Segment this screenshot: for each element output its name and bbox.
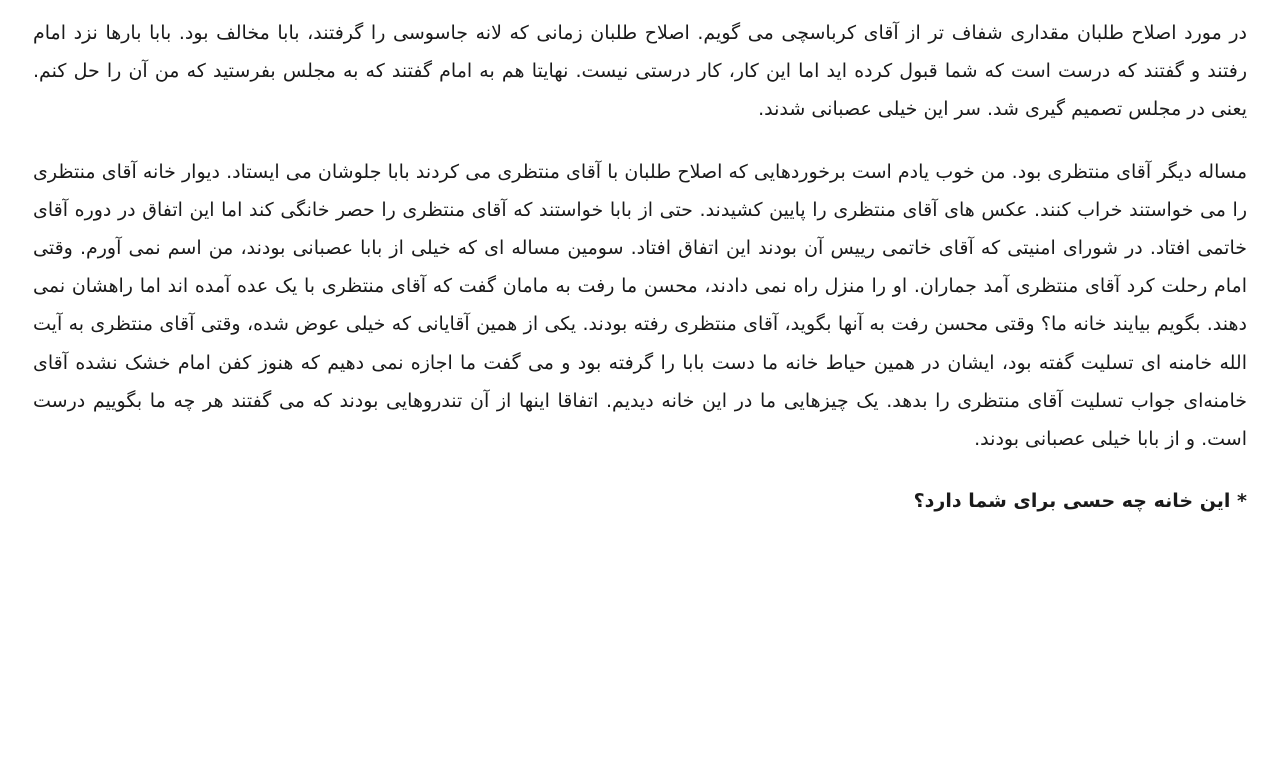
interview-question: * این خانه چه حسی برای شما دارد؟: [913, 490, 1247, 513]
article-paragraph: مساله دیگر آقای منتظری بود. من خوب یادم است برخوردهایی که اصلاح طلبان با آقای منتظری می کردند بابا جلوشان می ایستاد. دیوار خانه آقای منتظری را می خواستند خراب کنند. عکس های آقای منتظری را پایین کشیدند. حتی از بابا خواستند که آقای منتظری را حصر خانگی کند اما این اتفاق در دوره آقای خاتمی افتاد. در شورای امنیتی که آقای خاتمی رییس آن بودند این اتفاق افتاد. سومین مساله ای که خیلی از بابا عصبانی بودند، من اسم نمی آورم. وقتی امام رحلت کرد آقای منتظری آمد جماران. او را منزل راه نمی دادند، محسن ما رفت به مامان گفت که آقای منتظری با یک عده آمده اند اما راهشان نمی دهند. بگویم بیایند خانه ما؟ وقتی محسن رفت به آنها بگوید، آقای منتظری رفته بودند. یکی از همین آقایانی که خیلی عوض شده، وقتی آقای منتظری به آیت الله خامنه ای تسلیت گفته بود، ایشان در همین حیاط خانه ما دست بابا را گرفته بود و می گفت ما اجازه نمی دهیم که هنوز کفن امام خشک نشده آقای خامنه‌ای جواب تسلیت آقای منتظری را بدهد. یک چیزهایی ما در این خانه دیدیم. اتفاقا اینها از آن تندروهایی بودند که می گفتند هر چه ما بگوییم درست است. و از بابا خیلی عصبانی بودند.: [33, 160, 1247, 451]
article-body: [33, 14, 1247, 520]
article-paragraph: در مورد اصلاح طلبان مقداری شفاف تر از آقای کرباسچی می گویم. اصلاح طلبان زمانی که لانه جاسوسی را گرفتند، بابا مخالف بود. بابا بارها نزد امام رفتند و گفتند که درست است که شما قبول کرده اید اما این کار، کار درستی نیست. نهایتا هم به امام گفتند که به مجلس بفرستید که من آن را حل کنم. یعنی در مجلس تصمیم گیری شد. سر این خیلی عصبانی شدند.: [33, 22, 1247, 121]
